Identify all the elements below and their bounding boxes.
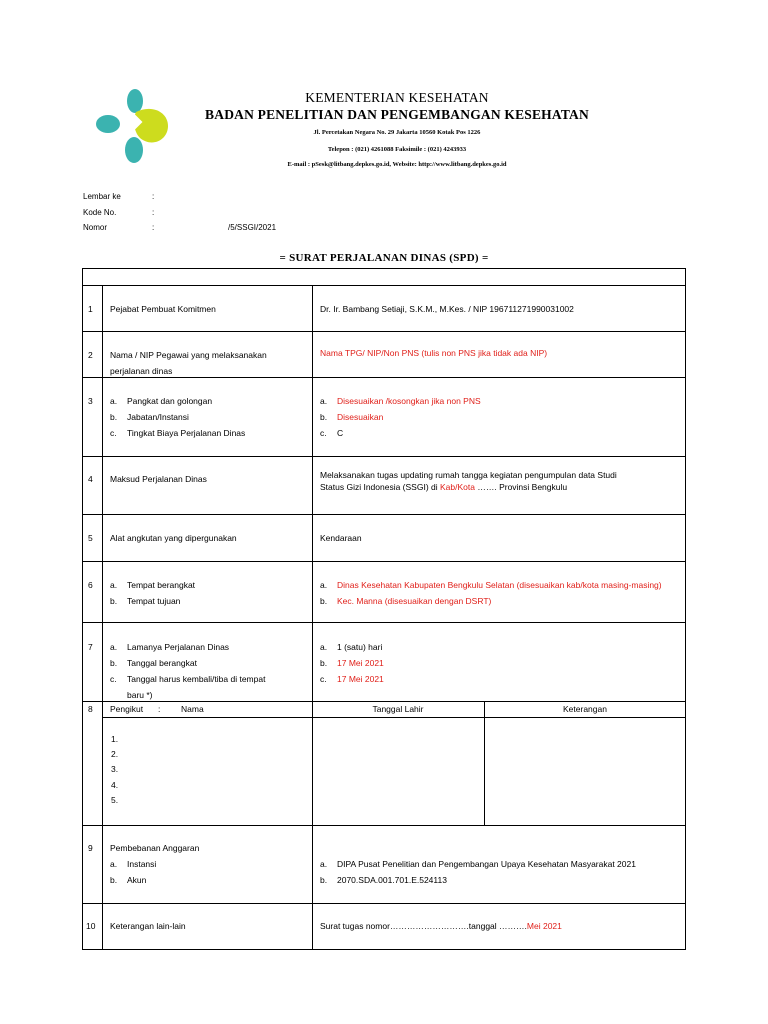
meta-colon: :	[152, 192, 155, 201]
row-label: Maksud Perjalanan Dinas	[110, 474, 207, 484]
row-value: Kendaraan	[320, 533, 362, 543]
ministry-name: KEMENTERIAN KESEHATAN	[305, 90, 489, 105]
meta-lembar-label: Lembar ke	[83, 192, 121, 201]
row-value-list: a. Disesuaikan /kosongkan jika non PNS b. Disesuaikan c. C	[320, 396, 481, 438]
nama-column-header: Nama	[181, 704, 204, 714]
row-number: 5	[88, 533, 93, 543]
letterhead-address: Jl. Percetakan Negara No. 29 Jakarta 10560 Kotak Pos 1226	[313, 129, 481, 136]
pengikut-label: Pengikut	[110, 704, 144, 714]
row-label: Alat angkutan yang dipergunakan	[110, 533, 237, 543]
row-value: Nama TPG/ NIP/Non PNS (tulis non PNS jika tidak ada NIP)	[320, 348, 548, 358]
row-number: 6	[88, 580, 93, 590]
row-number: 8	[88, 704, 93, 714]
row-number: 3	[88, 396, 93, 406]
row-value: Melaksanakan tugas updating rumah tangga kegiatan pengumpulan data Studi Status Gizi Indonesia (SSGI) di Kab/Kota ……. Provinsi Bengkulu	[320, 470, 617, 492]
keterangan-column-header: Keterangan	[563, 704, 607, 714]
row-value: Dr. Ir. Bambang Setiaji, S.K.M., M.Kes. / NIP 196711271990031002	[320, 304, 574, 314]
row-number: 2	[88, 350, 93, 360]
meta-colon: :	[152, 208, 155, 217]
row-value-list: a. Dinas Kesehatan Kabupaten Bengkulu Selatan (disesuaikan kab/kota masing-masing) b. Kec. Manna (disesuaikan dengan DSRT)	[320, 580, 662, 606]
document-title: = SURAT PERJALANAN DINAS (SPD) =	[279, 252, 489, 264]
list-item: 4.	[111, 779, 119, 790]
row-label: Pejabat Pembuat Komitmen	[110, 304, 216, 314]
meta-nomor-value: /5/SSGI/2021	[228, 223, 277, 232]
pengikut-colon: :	[158, 704, 161, 714]
row-label-list: Pembebanan Anggaran a. Instansi b. Akun	[110, 843, 200, 885]
agency-name: BADAN PENELITIAN DAN PENGEMBANGAN KESEHATAN	[205, 107, 589, 122]
meta-kode-label: Kode No.	[83, 208, 117, 217]
letterhead-email-website: E-mail : pSesk@litbang.depkes.go.id, Website: http://www.litbang.depkes.go.id	[287, 161, 507, 168]
meta-kode	[0, 208, 768, 220]
row-label-list: a. Lamanya Perjalanan Dinas b. Tanggal berangkat c. Tanggal harus kembali/tiba di tempat baru *)	[110, 642, 266, 700]
list-item: 5.	[111, 794, 119, 805]
tanggal-lahir-column-header: Tanggal Lahir	[372, 704, 424, 714]
list-item: 1.	[111, 734, 119, 744]
list-item: 2.	[111, 749, 119, 760]
row-label: Nama / NIP Pegawai yang melaksanakan perjalanan dinas	[110, 350, 267, 376]
row-label: Keterangan lain-lain	[110, 921, 186, 931]
meta-nomor-label: Nomor	[83, 223, 108, 232]
row-value-list: a. DIPA Pusat Penelitian dan Pengembangan Upaya Kesehatan Masyarakat 2021 b. 2070.SDA.001.701.E.524113	[320, 859, 636, 885]
meta-lembar	[0, 192, 768, 204]
row-value: Surat tugas nomor……………………….tanggal ……….Mei 2021	[320, 921, 562, 931]
row-label-list: a. Tempat berangkat b. Tempat tujuan	[110, 580, 196, 606]
meta-nomor	[0, 223, 768, 235]
row-number: 4	[88, 474, 93, 484]
row-number: 7	[88, 642, 93, 652]
row-number: 10	[86, 921, 96, 931]
row-number: 1	[88, 304, 93, 314]
list-item: 3.	[111, 764, 119, 775]
row-value-list: a. 1 (satu) hari b. 17 Mei 2021 c. 17 Mei 2021	[320, 642, 384, 684]
row-label-list: a. Pangkat dan golongan b. Jabatan/Instansi c. Tingkat Biaya Perjalanan Dinas	[110, 396, 246, 438]
meta-colon: :	[152, 223, 155, 232]
row-number: 9	[88, 843, 93, 853]
pengikut-list	[111, 732, 118, 808]
letterhead-phone-fax: Telepon : (021) 4261088 Faksimile : (021) 4243933	[327, 146, 467, 153]
